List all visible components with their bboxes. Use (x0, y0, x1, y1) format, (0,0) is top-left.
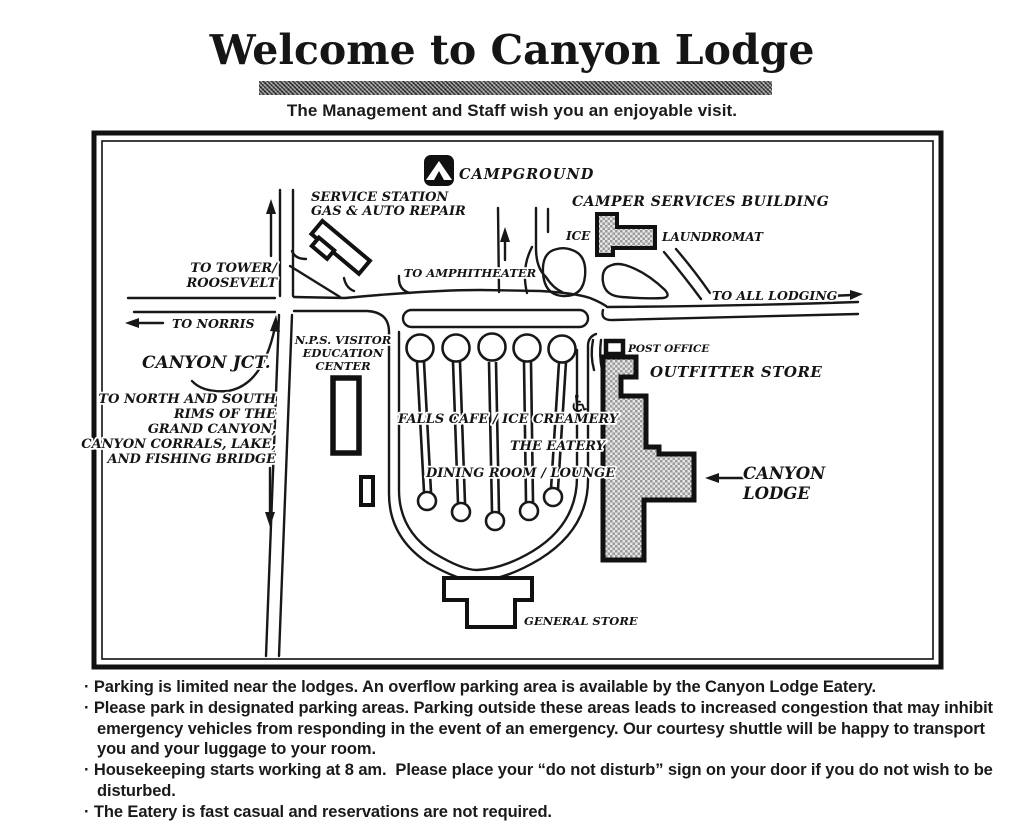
label-dining-room: DINING ROOM / LOUNGE (426, 466, 616, 481)
canyon-lodge-building (603, 357, 694, 560)
label-to-norris: TO NORRIS (172, 316, 255, 331)
note-item (84, 698, 1000, 760)
note-text: The Eatery is fast casual and reservations are not required. (93, 802, 552, 821)
note-text: Parking is limited near the lodges. An overflow parking area is available by the Canyon Lodge Eatery. (93, 678, 877, 696)
nps-small-building (361, 477, 373, 505)
cabin-loop-circle (407, 335, 434, 362)
map-labels (81, 166, 837, 628)
label-nps-2: EDUCATION (302, 346, 384, 360)
road-camper-diagonals (664, 249, 710, 299)
bullet-glyph: · (84, 698, 90, 717)
label-falls-cafe: FALLS CAFE / ICE CREAMERY (398, 412, 619, 427)
road-post-office-stub (592, 340, 602, 370)
note-text: Please park in designated parking areas. Parking outside these areas leads to increased congestion that may inhibit emergency vehicles from responding in the event of an emergency. Our courtesy shuttle will be happy to transport you and your luggage to your room. (93, 698, 998, 759)
cabin-loop-stems (417, 362, 566, 512)
cabin-loop-end (418, 492, 436, 510)
label-to-amphitheater: TO AMPHITHEATER (403, 266, 537, 280)
label-nps-1: N.P.S. VISITOR (294, 333, 392, 347)
notes-list (84, 677, 1000, 823)
bullet-glyph: · (84, 802, 90, 821)
cabin-loop-end (452, 503, 470, 521)
cabin-loop-end (544, 488, 562, 506)
post-office-building (606, 341, 623, 354)
label-rims-5: AND FISHING BRIDGE (107, 452, 276, 467)
label-rims-2: RIMS OF THE (173, 407, 276, 422)
label-laundromat: LAUNDROMAT (662, 230, 763, 244)
note-text: Housekeeping starts working at 8 am. Please place your “do not disturb” sign on your door if you do not wish to be disturbed. (93, 761, 998, 800)
cabin-loop-circle (479, 334, 506, 361)
bullet-glyph: · (84, 761, 90, 780)
label-to-all-lodging: TO ALL LODGING (712, 288, 838, 303)
label-the-eatery: THE EATERY (510, 439, 605, 454)
label-to-tower-1: TO TOWER/ (190, 261, 277, 276)
label-canyon-lodge-2: LODGE (743, 484, 810, 503)
road-west-norris (128, 298, 275, 312)
general-store-building (444, 578, 532, 627)
road-island-left (543, 248, 585, 296)
label-service-station-1: SERVICE STATION (311, 190, 449, 205)
arrow-to-amphitheater (500, 227, 510, 260)
camper-services-building-shape (597, 214, 655, 255)
wheelchair-icon: ♿ (569, 390, 591, 418)
note-item (84, 802, 1000, 823)
arrow-to-norris (125, 318, 163, 328)
road-east-top (294, 290, 606, 306)
cabin-loop-end (520, 502, 538, 520)
cabin-loop-circle (443, 335, 470, 362)
label-to-tower-2: ROOSEVELT (186, 276, 277, 291)
page-subtitle: The Management and Staff wish you an enjoyable visit. (286, 101, 738, 120)
cabin-loop-end (486, 512, 504, 530)
arrow-canyon-lodge (705, 473, 746, 483)
note-item (84, 760, 1000, 802)
label-general-store: GENERAL STORE (524, 614, 638, 628)
label-rims-3: GRAND CANYON, (147, 422, 276, 437)
arrow-north (266, 199, 276, 256)
label-post-office: POST OFFICE (628, 343, 710, 355)
label-nps-3: CENTER (315, 359, 371, 373)
service-station-building (306, 221, 370, 281)
cabin-loop-circle (514, 335, 541, 362)
label-canyon-jct: CANYON JCT. (142, 353, 271, 373)
buildings (306, 155, 694, 627)
label-service-station-2: GAS & AUTO REPAIR (311, 204, 466, 219)
label-rims-1: TO NORTH AND SOUTH (98, 392, 276, 407)
page-title: Welcome to Canyon Lodge (209, 26, 815, 74)
label-camper-services: CAMPER SERVICES BUILDING (572, 194, 830, 210)
cabin-loop-circle (549, 336, 576, 363)
label-campground: CAMPGROUND (459, 166, 595, 183)
note-item (84, 677, 1000, 698)
label-outfitter-store: OUTFITTER STORE (650, 363, 823, 381)
road-junction-diagonal (290, 266, 340, 297)
label-ice: ICE (566, 229, 591, 243)
cabin-loops (407, 334, 576, 531)
bullet-glyph: · (84, 678, 90, 696)
campground-icon (424, 155, 454, 186)
road-island-right (603, 264, 668, 298)
road-median-strip (403, 310, 588, 327)
road-driveway-ticks (344, 276, 410, 293)
label-canyon-lodge-1: CANYON (743, 464, 826, 483)
label-rims-4: CANYON CORRALS, LAKE, (81, 437, 276, 452)
nps-visitor-center-building (333, 378, 359, 453)
road-lodging-bottom (602, 310, 858, 320)
